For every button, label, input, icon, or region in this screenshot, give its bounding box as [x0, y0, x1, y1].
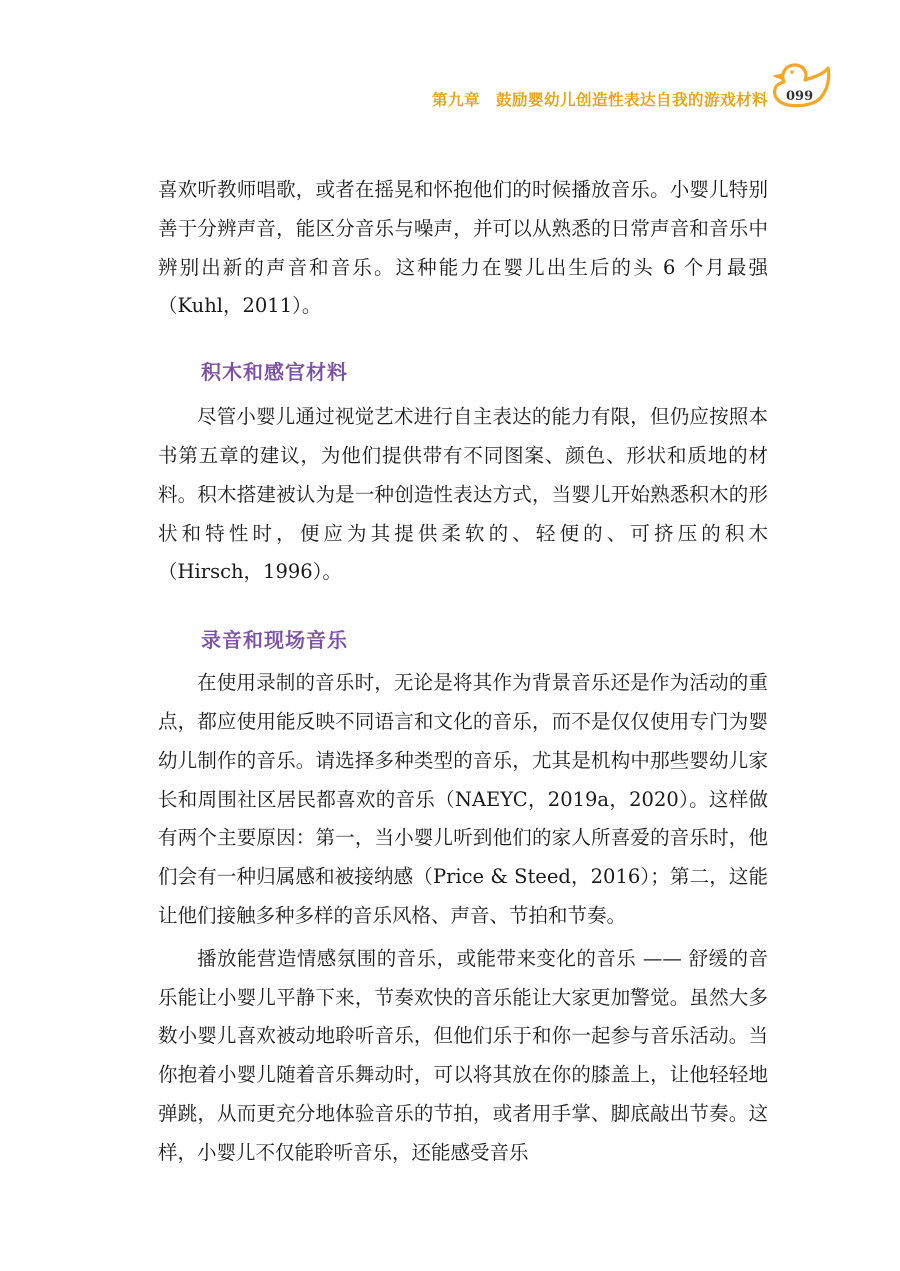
- paragraph-2: 尽管小婴儿通过视觉艺术进行自主表达的能力有限，但仍应按照本书第五章的建议，为他们提供带有不同图案、颜色、形状和质地的材料。积木搭建被认为是一种创造性表达方式，当婴儿开始熟悉积木的形状和特性时，便应为其提供柔软的、轻便的、可挤压的积木（Hirsch，1996）。: [158, 405, 768, 584]
- section-heading-music: 录音和现场音乐: [201, 628, 348, 653]
- page-body: [158, 171, 768, 1173]
- section-heading-blocks: 积木和感官材料: [201, 360, 348, 385]
- paragraph-1: 喜欢听教师唱歌，或者在摇晃和怀抱他们的时候播放音乐。小婴儿特别善于分辨声音，能区分音乐与噪声，并可以从熟悉的日常声音和音乐中辨别出新的声音和音乐。这种能力在婴儿出生后的头 6 个月最强（Kuhl，2011）。: [158, 178, 768, 318]
- chapter-title: 第九章 鼓励婴幼儿创造性表达自我的游戏材料: [432, 91, 769, 109]
- paragraph-3: 在使用录制的音乐时，无论是将其作为背景音乐还是作为活动的重点，都应使用能反映不同语言和文化的音乐，而不是仅仅使用专门为婴幼儿制作的音乐。请选择多种类型的音乐，尤其是机构中那些婴幼儿家长和周围社区居民都喜欢的音乐（NAEYC，2019a，2020）。这样做有两个主要原因：第一，当小婴儿听到他们的家人所喜爱的音乐时，他们会有一种归属感和被接纳感（Price & Steed，2016）；第二，这能让他们接触多种多样的音乐风格、声音、节拍和节奏。: [158, 671, 768, 927]
- paragraph-4: 播放能营造情感氛围的音乐，或能带来变化的音乐 —— 舒缓的音乐能让小婴儿平静下来，节奏欢快的音乐能让大家更加警觉。虽然大多数小婴儿喜欢被动地聆听音乐，但他们乐于和你一起参与音乐活动。当你抱着小婴儿随着音乐舞动时，可以将其放在你的膝盖上，让他轻轻地弹跳，从而更充分地体验音乐的节拍，或者用手掌、脚底敲出节奏。这样，小婴儿不仅能聆听音乐，还能感受音乐: [158, 946, 768, 1164]
- page-number: 099: [786, 89, 814, 104]
- page-header: [0, 60, 900, 120]
